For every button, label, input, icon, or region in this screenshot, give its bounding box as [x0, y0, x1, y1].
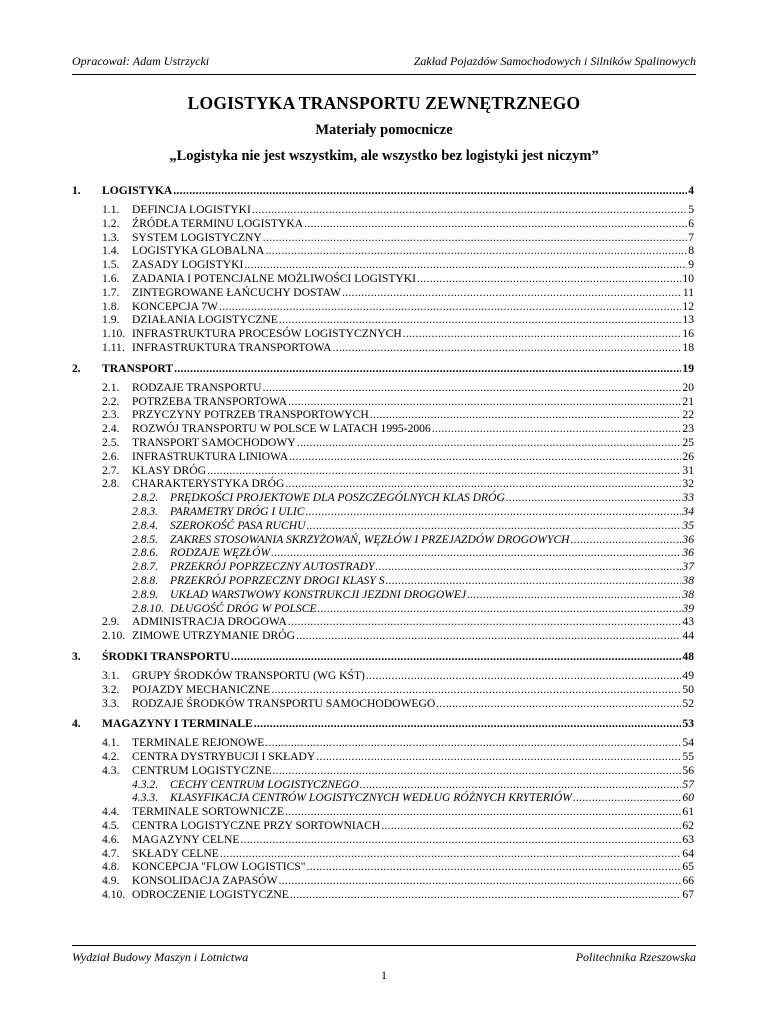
- toc-number: 1.6.: [102, 271, 120, 285]
- toc-leader: [207, 464, 681, 478]
- toc-leader: [174, 361, 681, 376]
- toc-page: 18: [682, 340, 694, 354]
- toc-number: 2.8.6.: [132, 546, 159, 560]
- toc-page: 66: [682, 874, 694, 888]
- page-footer: [72, 945, 696, 965]
- toc-page: 62: [682, 819, 694, 833]
- toc-leader: [279, 313, 682, 327]
- toc-page: 7: [688, 230, 694, 244]
- toc-number: 2.8.9.: [132, 587, 159, 601]
- toc-page: 38: [682, 587, 694, 601]
- toc-title: RODZAJE WĘZŁÓW: [170, 546, 271, 560]
- toc-page: 11: [682, 285, 694, 299]
- toc-page: 50: [682, 682, 694, 696]
- toc-entry[interactable]: [72, 313, 694, 327]
- toc-page: 16: [682, 327, 694, 341]
- toc-section[interactable]: [72, 649, 694, 664]
- toc-title: KLASY DRÓG: [132, 463, 206, 477]
- toc-entry[interactable]: [72, 560, 694, 574]
- toc-entry[interactable]: [72, 874, 694, 888]
- toc-page: 25: [682, 435, 694, 449]
- toc-page: 36: [682, 532, 694, 546]
- toc-leader: [278, 874, 681, 888]
- toc-leader: [289, 450, 681, 464]
- toc-page: 56: [682, 763, 694, 777]
- toc-title: ZINTEGROWANE ŁAŃCUCHY DOSTAW: [132, 285, 341, 299]
- toc-entry[interactable]: [72, 381, 694, 395]
- toc-leader: [290, 888, 682, 902]
- toc-page: 63: [682, 832, 694, 846]
- toc-page: 23: [682, 422, 694, 436]
- toc-page: 39: [682, 601, 694, 615]
- toc-title: CENTRUM LOGISTYCZNE: [132, 763, 272, 777]
- toc-number: 1.9.: [102, 313, 120, 327]
- toc-title: CHARAKTERYSTYKA DRÓG: [132, 477, 285, 491]
- toc-leader: [288, 395, 681, 409]
- toc-entry[interactable]: [72, 888, 694, 902]
- document-subtitle: Materiały pomocnicze: [315, 122, 453, 138]
- toc-page: 54: [682, 736, 694, 750]
- toc-entry[interactable]: [72, 422, 694, 436]
- toc-number: 2.2.: [102, 394, 120, 408]
- toc-number: 2.8.8.: [132, 573, 159, 587]
- toc-number: 1.3.: [102, 230, 120, 244]
- toc-number: 4.3.: [102, 763, 120, 777]
- toc-leader: [432, 422, 682, 436]
- toc-leader: [342, 286, 682, 300]
- toc-entry[interactable]: [72, 764, 694, 778]
- toc-entry[interactable]: [72, 805, 694, 819]
- toc-title: PRZYCZYNY POTRZEB TRANSPORTOWYCH: [132, 408, 369, 422]
- toc-leader: [263, 381, 682, 395]
- toc-entry[interactable]: [72, 602, 694, 616]
- toc-leader: [240, 833, 681, 847]
- toc-page: 35: [682, 518, 694, 532]
- toc-leader: [318, 602, 682, 616]
- toc-title: TRANSPORT SAMOCHODOWY: [132, 435, 296, 449]
- toc-leader: [263, 231, 687, 245]
- toc-number: 3.: [72, 649, 81, 663]
- toc-number: 4.3.3.: [132, 791, 159, 805]
- toc-number: 1.2.: [102, 216, 120, 230]
- toc-entry[interactable]: [72, 546, 694, 560]
- toc-entry[interactable]: [72, 629, 694, 643]
- toc-page: 33: [682, 491, 694, 505]
- toc-page: 9: [688, 258, 694, 272]
- toc-number: 1.8.: [102, 299, 120, 313]
- toc-page: 60: [682, 791, 694, 805]
- toc-page: 52: [682, 696, 694, 710]
- toc-entry[interactable]: [72, 436, 694, 450]
- toc-leader: [231, 649, 682, 664]
- toc-page: 8: [688, 244, 694, 258]
- toc-entry[interactable]: [72, 697, 694, 711]
- toc-entry[interactable]: [72, 736, 694, 750]
- toc-number: 4.2.: [102, 750, 120, 764]
- toc-number: 2.10.: [102, 629, 126, 643]
- toc-leader: [366, 669, 681, 683]
- toc-leader: [271, 546, 681, 560]
- page-header: [72, 54, 696, 75]
- toc-title: PRZEKRÓJ POPRZECZNY AUTOSTRADY: [170, 560, 375, 574]
- header-author: Opracował: Adam Ustrzycki: [72, 54, 210, 68]
- toc-title: INFRASTRUKTURA TRANSPORTOWA: [132, 340, 332, 354]
- toc-number: 4.6.: [102, 832, 120, 846]
- toc-entry[interactable]: [72, 286, 694, 300]
- toc-leader: [333, 341, 682, 355]
- toc-entry[interactable]: [72, 464, 694, 478]
- toc-entry[interactable]: [72, 791, 694, 805]
- toc-page: 6: [688, 216, 694, 230]
- toc-leader: [403, 327, 682, 341]
- toc-page: 48: [682, 649, 694, 663]
- toc-title: KONCEPCJA "FLOW LOGISTICS": [132, 860, 306, 874]
- toc-entry[interactable]: [72, 450, 694, 464]
- toc-title: LOGISTYKA: [102, 184, 173, 197]
- toc-title: MAGAZYNY CELNE: [132, 832, 240, 846]
- toc-number: 1.7.: [102, 285, 120, 299]
- toc-page: 34: [682, 504, 694, 518]
- toc-leader: [571, 533, 682, 547]
- toc-leader: [307, 860, 682, 874]
- toc-leader: [370, 408, 682, 422]
- toc-page: 37: [682, 560, 694, 574]
- toc-entry[interactable]: [72, 847, 694, 861]
- toc-number: 2.8.7.: [132, 560, 159, 574]
- toc-entry[interactable]: [72, 574, 694, 588]
- toc-leader: [467, 588, 681, 602]
- toc-leader: [316, 750, 681, 764]
- toc-title: ZADANIA I POTENCJALNE MOŻLIWOŚCI LOGISTYKI: [132, 271, 417, 285]
- toc-title: PRZEKRÓJ POPRZECZNY DROGI KLASY S: [170, 573, 385, 587]
- page-number: 1: [381, 968, 387, 982]
- toc-entry[interactable]: [72, 300, 694, 314]
- toc-number: 4.: [72, 717, 81, 731]
- toc-number: 1.: [72, 184, 81, 197]
- toc-number: 3.1.: [102, 668, 120, 682]
- toc-number: 4.10.: [102, 888, 126, 902]
- toc-page: 65: [682, 860, 694, 874]
- toc-page: 38: [682, 573, 694, 587]
- toc-entry[interactable]: [72, 750, 694, 764]
- toc-title: CECHY CENTRUM LOGISTYCZNEGO: [170, 777, 359, 791]
- toc-title: ŹRÓDŁA TERMINU LOGISTYKA: [132, 216, 304, 230]
- toc-entry[interactable]: [72, 477, 694, 491]
- toc-page: 31: [682, 463, 694, 477]
- toc-entry[interactable]: [72, 519, 694, 533]
- toc-leader: [304, 217, 687, 231]
- table-of-contents: [72, 183, 694, 902]
- toc-title: PARAMETRY DRÓG I ULIC: [170, 504, 305, 518]
- toc-entry[interactable]: [72, 860, 694, 874]
- toc-title: PRĘDKOŚCI PROJEKTOWE DLA POSZCZEGÓLNYCH KLAS DRÓG: [170, 491, 505, 505]
- toc-title: KONSOLIDACJA ZAPASÓW: [132, 874, 278, 888]
- toc-page: 10: [682, 271, 694, 285]
- toc-title: ADMINISTRACJA DROGOWA: [132, 615, 287, 629]
- toc-title: INFRASTRUKTURA LINIOWA: [132, 449, 289, 463]
- toc-entry[interactable]: [72, 395, 694, 409]
- toc-number: 2.8.2.: [132, 491, 159, 505]
- toc-title: MAGAZYNY I TERMINALE: [102, 717, 253, 731]
- toc-page: 5: [688, 203, 694, 216]
- toc-entry[interactable]: [72, 819, 694, 833]
- toc-leader: [244, 258, 687, 272]
- toc-number: 3.2.: [102, 682, 120, 696]
- toc-number: 4.8.: [102, 860, 120, 874]
- toc-title: ZAKRES STOSOWANIA SKRZYŻOWAŃ, WĘZŁÓW I PRZEJAZDÓW DROGOWYCH: [170, 532, 570, 546]
- toc-leader: [360, 778, 682, 792]
- toc-entry[interactable]: [72, 217, 694, 231]
- document-quote: „Logistyka nie jest wszystkim, ale wszystko bez logistyki jest niczym”: [169, 148, 599, 164]
- toc-entry[interactable]: [72, 491, 694, 505]
- toc-number: 3.3.: [102, 696, 120, 710]
- toc-page: 22: [682, 408, 694, 422]
- toc-number: 2.1.: [102, 380, 120, 394]
- toc-leader: [254, 716, 682, 731]
- toc-page: 53: [682, 717, 694, 731]
- toc-number: 2.9.: [102, 615, 120, 629]
- toc-page: 12: [682, 299, 694, 313]
- toc-number: 2.: [72, 361, 81, 375]
- toc-title: DEFINCJA LOGISTYKI: [132, 203, 251, 216]
- toc-leader: [296, 629, 681, 643]
- toc-number: 4.7.: [102, 846, 120, 860]
- footer-faculty: Wydział Budowy Maszyn i Lotnictwa: [72, 950, 249, 964]
- toc-leader: [386, 574, 682, 588]
- toc-number: 2.8.: [102, 477, 120, 491]
- toc-leader: [573, 791, 682, 805]
- toc-entry[interactable]: [72, 615, 694, 629]
- toc-number: 1.5.: [102, 258, 120, 272]
- toc-number: 4.3.2.: [132, 777, 159, 791]
- toc-title: TERMINALE SORTOWNICZE: [132, 805, 285, 819]
- toc-title: ZASADY LOGISTYKI: [132, 258, 244, 272]
- toc-title: RODZAJE ŚRODKÓW TRANSPORTU SAMOCHODOWEGO: [132, 696, 436, 710]
- document-title: LOGISTYKA TRANSPORTU ZEWNĘTRZNEGO: [187, 93, 581, 113]
- toc-title: RODZAJE TRANSPORTU: [132, 380, 262, 394]
- toc-page: 19: [682, 361, 694, 375]
- toc-page: 32: [682, 477, 694, 491]
- toc-entry[interactable]: [72, 505, 694, 519]
- toc-leader: [265, 736, 681, 750]
- toc-number: 2.5.: [102, 435, 120, 449]
- toc-leader: [220, 847, 682, 861]
- toc-title: CENTRA DYSTRYBUCJI I SKŁADY: [132, 750, 316, 764]
- toc-title: GRUPY ŚRODKÓW TRANSPORTU (WG KŚT): [132, 668, 365, 682]
- toc-page: 61: [682, 805, 694, 819]
- toc-number: 4.1.: [102, 736, 120, 750]
- toc-title: ODROCZENIE LOGISTYCZNE: [132, 888, 289, 902]
- footer-university: Politechnika Rzeszowska: [575, 950, 696, 964]
- toc-number: 2.8.5.: [132, 532, 159, 546]
- toc-entry[interactable]: [72, 778, 694, 792]
- toc-leader: [272, 764, 681, 778]
- toc-title: POTRZEBA TRANSPORTOWA: [132, 394, 288, 408]
- toc-leader: [219, 300, 681, 314]
- toc-page: 21: [682, 394, 694, 408]
- toc-page: 26: [682, 449, 694, 463]
- toc-title: ŚRODKI TRANSPORTU: [102, 649, 230, 663]
- toc-number: 2.8.3.: [132, 504, 159, 518]
- toc-entry[interactable]: [72, 231, 694, 245]
- toc-entry[interactable]: [72, 244, 694, 258]
- toc-number: 2.7.: [102, 463, 120, 477]
- toc-leader: [285, 805, 681, 819]
- toc-entry[interactable]: [72, 341, 694, 355]
- toc-number: 1.10.: [102, 327, 126, 341]
- toc-title: TRANSPORT: [102, 361, 174, 375]
- toc-leader: [417, 272, 681, 286]
- toc-title: SYSTEM LOGISTYCZNY: [132, 230, 262, 244]
- toc-title: CENTRA LOGISTYCZNE PRZY SORTOWNIACH: [132, 819, 381, 833]
- toc-entry[interactable]: [72, 533, 694, 547]
- toc-number: 2.8.10.: [132, 601, 164, 615]
- toc-page: 43: [682, 615, 694, 629]
- toc-page: 57: [682, 777, 694, 791]
- toc-leader: [297, 436, 682, 450]
- toc-page: 55: [682, 750, 694, 764]
- toc-title: POJAZDY MECHANICZNE: [132, 682, 271, 696]
- toc-entry[interactable]: [72, 588, 694, 602]
- toc-page: 36: [682, 546, 694, 560]
- toc-title: INFRASTRUKTURA PROCESÓW LOGISTYCZNYCH: [132, 327, 402, 341]
- toc-entry[interactable]: [72, 258, 694, 272]
- toc-leader: [381, 819, 681, 833]
- toc-page: 49: [682, 668, 694, 682]
- toc-page: 4: [688, 184, 694, 197]
- toc-title: SKŁADY CELNE: [132, 846, 219, 860]
- toc-leader: [306, 519, 681, 533]
- toc-page: 44: [682, 629, 694, 643]
- toc-number: 1.1.: [102, 203, 120, 216]
- toc-entry[interactable]: [72, 833, 694, 847]
- header-department: Zakład Pojazdów Samochodowych i Silników Spalinowych: [413, 54, 696, 68]
- toc-leader: [173, 183, 687, 198]
- toc-number: 2.3.: [102, 408, 120, 422]
- toc-entry[interactable]: [72, 408, 694, 422]
- toc-title: DZIAŁANIA LOGISTYCZNE: [132, 313, 278, 327]
- toc-page: 67: [682, 888, 694, 902]
- toc-title: LOGISTYKA GLOBALNA: [132, 244, 265, 258]
- toc-page: 13: [682, 313, 694, 327]
- toc-leader: [265, 244, 687, 258]
- toc-page: 64: [682, 846, 694, 860]
- toc-leader: [285, 477, 681, 491]
- toc-leader: [306, 505, 682, 519]
- toc-number: 1.4.: [102, 244, 120, 258]
- toc-leader: [506, 491, 682, 505]
- toc-entry[interactable]: [72, 327, 694, 341]
- toc-number: 2.6.: [102, 449, 120, 463]
- toc-leader: [436, 697, 681, 711]
- toc-number: 2.8.4.: [132, 518, 159, 532]
- toc-number: 4.4.: [102, 805, 120, 819]
- toc-entry[interactable]: [72, 272, 694, 286]
- toc-section[interactable]: [72, 183, 694, 198]
- toc-leader: [288, 615, 681, 629]
- toc-leader: [252, 203, 687, 217]
- toc-title: KONCEPCJA 7W: [132, 299, 218, 313]
- toc-title: UKŁAD WARSTWOWY KONSTRUKCJI JEZDNI DROGOWEJ: [170, 587, 467, 601]
- toc-number: 1.11.: [102, 340, 125, 354]
- toc-title: DŁUGOŚĆ DRÓG W POLSCE: [170, 601, 317, 615]
- toc-title: ZIMOWE UTRZYMANIE DRÓG: [132, 629, 295, 643]
- toc-section[interactable]: [72, 361, 694, 376]
- toc-entry[interactable]: [72, 669, 694, 683]
- toc-entry[interactable]: [72, 203, 694, 217]
- toc-number: 4.9.: [102, 874, 120, 888]
- toc-title: KLASYFIKACJA CENTRÓW LOGISTYCZNYCH WEDŁUG RÓŻNYCH KRYTERIÓW: [170, 791, 572, 805]
- toc-entry[interactable]: [72, 683, 694, 697]
- toc-leader: [375, 560, 681, 574]
- toc-title: TERMINALE REJONOWE: [132, 736, 265, 750]
- toc-page: 20: [682, 380, 694, 394]
- toc-leader: [271, 683, 681, 697]
- toc-number: 2.4.: [102, 422, 120, 436]
- toc-number: 4.5.: [102, 819, 120, 833]
- toc-title: SZEROKOŚĆ PASA RUCHU: [170, 518, 306, 532]
- toc-title: ROZWÓJ TRANSPORTU W POLSCE W LATACH 1995-2006: [132, 422, 431, 436]
- toc-section[interactable]: [72, 716, 694, 731]
